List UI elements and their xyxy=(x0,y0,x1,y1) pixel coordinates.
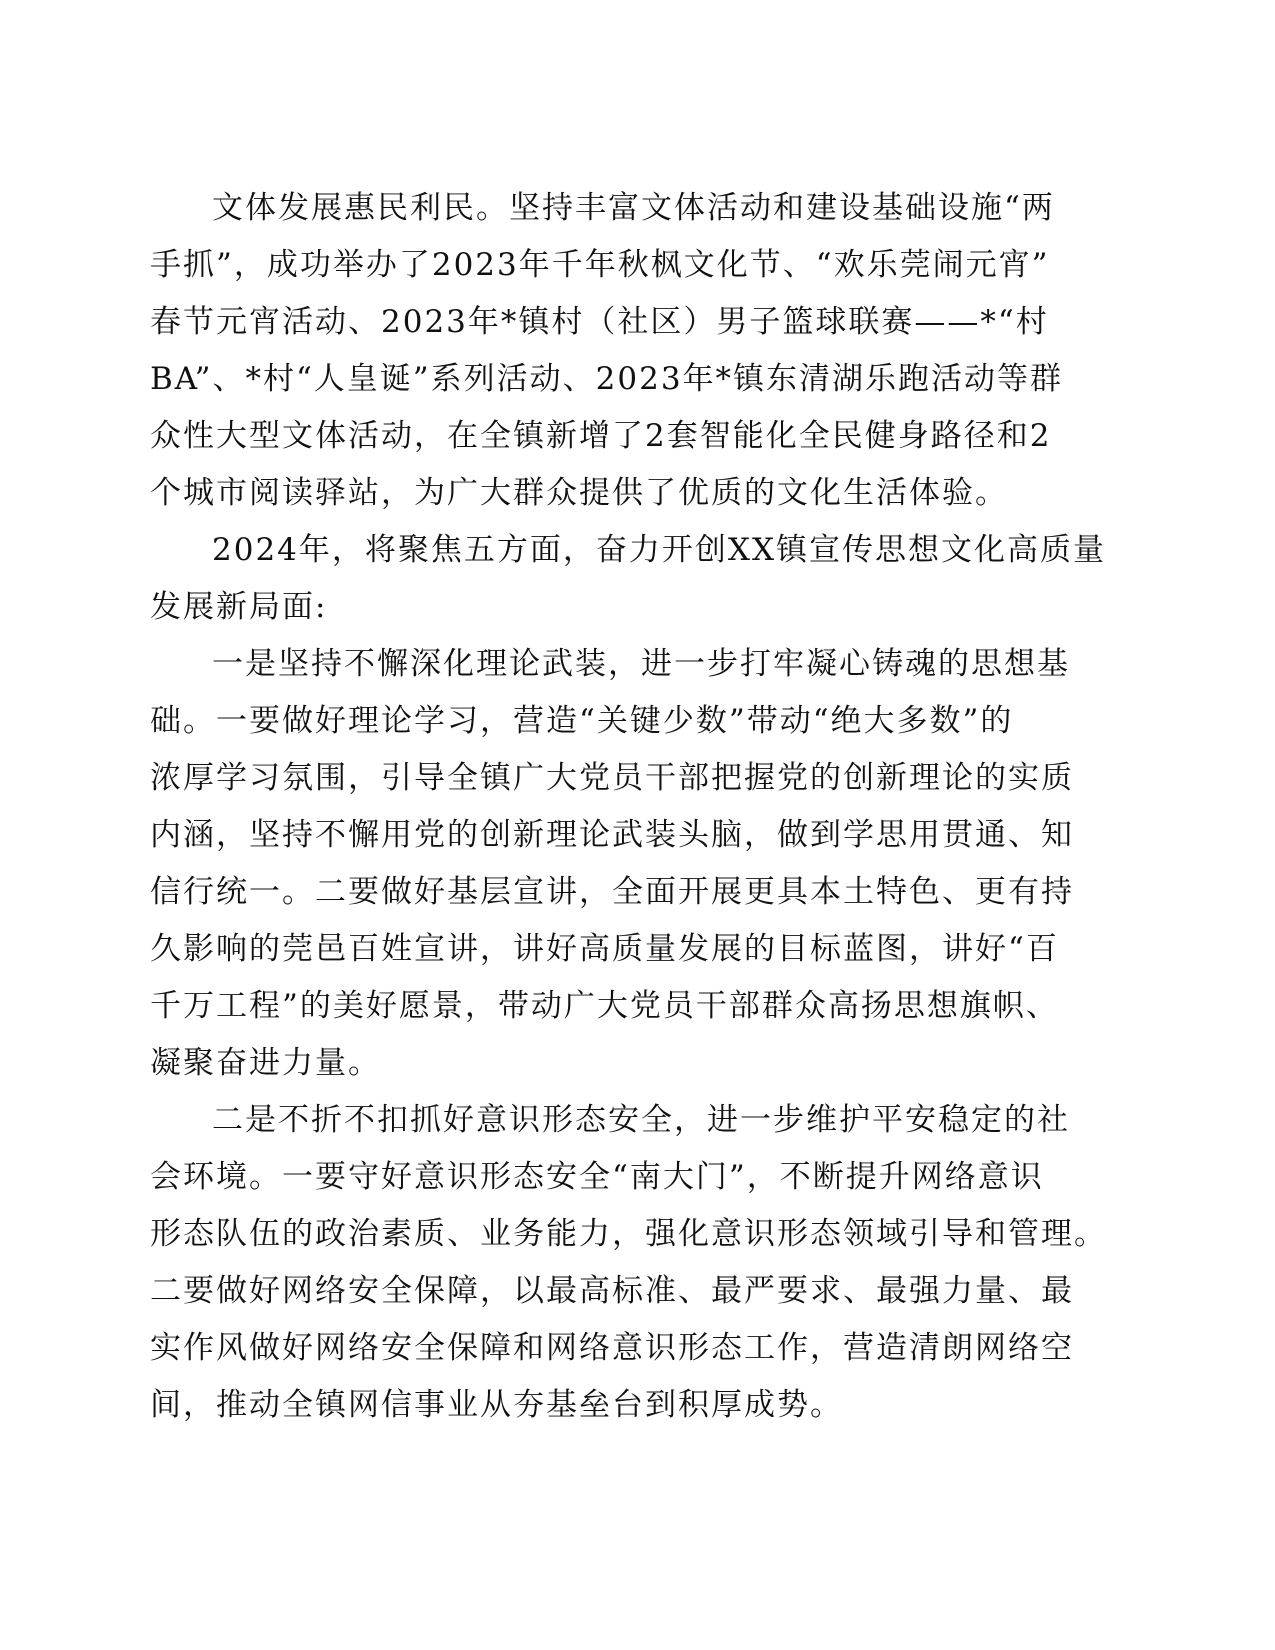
text-line: 内涵，坚持不懈用党的创新理论武装头脑，做到学思用贯通、知 xyxy=(150,817,1074,853)
text-line: 间，推动全镇网信事业从夯基垒台到积厚成势。 xyxy=(150,1387,843,1423)
text-line: 2024年，将聚焦五方面，奋力开创XX镇宣传思想文化高质量 xyxy=(212,532,1107,568)
text-line: 久影响的莞邑百姓宣讲，讲好高质量发展的目标蓝图，讲好“百 xyxy=(150,931,1059,967)
text-line: BA”、*村“人皇诞”系列活动、2023年*镇东清湖乐跑活动等群 xyxy=(150,361,1064,397)
text-line: 手抓”，成功举办了2023年千年秋枫文化节、“欢乐莞闹元宵” xyxy=(150,247,1050,283)
text-line: 实作风做好网络安全保障和网络意识形态工作，营造清朗网络空 xyxy=(150,1330,1074,1366)
text-line: 个城市阅读驿站，为广大群众提供了优质的文化生活体验。 xyxy=(150,475,1008,511)
text-line: 发展新局面: xyxy=(150,589,328,625)
text-line: 凝聚奋进力量。 xyxy=(150,1045,381,1081)
text-line: 众性大型文体活动，在全镇新增了2套智能化全民健身路径和2 xyxy=(150,418,1052,454)
text-line: 一是坚持不懈深化理论武装，进一步打牢凝心铸魂的思想基 xyxy=(212,646,1070,682)
document-body xyxy=(150,180,1107,1434)
text-line: 浓厚学习氛围，引导全镇广大党员干部把握党的创新理论的实质 xyxy=(150,760,1074,796)
text-line: 二要做好网络安全保障，以最高标准、最严要求、最强力量、最 xyxy=(150,1273,1074,1309)
text-line: 形态队伍的政治素质、业务能力，强化意识形态领域引导和管理。 xyxy=(150,1216,1107,1252)
text-line: 信行统一。二要做好基层宣讲，全面开展更具本土特色、更有持 xyxy=(150,874,1074,910)
text-line: 春节元宵活动、2023年*镇村（社区）男子篮球联赛——*“村 xyxy=(150,304,1049,340)
text-line: 二是不折不扣抓好意识形态安全，进一步维护平安稳定的社 xyxy=(212,1102,1070,1138)
text-line: 会环境。一要守好意识形态安全“南大门”，不断提升网络意识 xyxy=(150,1159,1044,1195)
text-line: 文体发展惠民利民。坚持丰富文体活动和建设基础设施“两 xyxy=(212,190,1055,226)
text-line: 础。一要做好理论学习，营造“关键少数”带动“绝大多数”的 xyxy=(150,703,1014,739)
text-line: 千万工程”的美好愿景，带动广大党员干部群众高扬思想旗帜、 xyxy=(150,988,1059,1024)
